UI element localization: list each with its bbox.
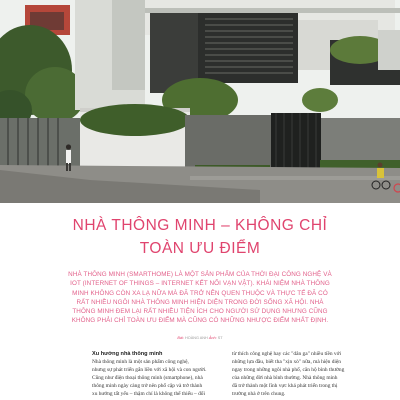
body-line: từ thích công nghệ hay các "dân ga" nhiều tiền với: [232, 351, 341, 357]
body-line: đã trở thành một lĩnh vực khá phát triển trong thị: [232, 383, 338, 389]
byline-author: HOÀNG ANH: [185, 336, 208, 340]
lead-line: THÔNG MINH ĐEM LẠI RẤT NHIỀU TIỆN ÍCH CHO NGƯỜI SỬ DỤNG NHƯNG CŨNG: [72, 308, 328, 316]
body-line: nhưng sự phát triển gắn liền với xã hội và con người.: [92, 367, 207, 373]
lead-line: MINH KHÔNG CÒN XA LẠ NỮA MÀ ĐÃ TRỞ NÊN QUEN THUỘC VÀ THỰC TẾ ĐÃ CÓ: [72, 289, 328, 297]
lead-line: RẤT NHIỀU NGÔI NHÀ THÔNG MINH HIỆN DIỆN TRONG ĐỜI SỐNG XÃ HỘI. NHÀ: [76, 298, 324, 306]
article-title: [20, 214, 380, 260]
title-line: TOÀN ƯU ĐIỂM: [139, 240, 261, 257]
byline: [0, 336, 400, 341]
byline-prefix: Bài:: [177, 336, 184, 340]
body-line: xu hướng tất yếu – thậm chí là không thể thiếu – đối: [92, 391, 205, 397]
byline-photo-prefix: Ảnh:: [208, 336, 217, 340]
article-lead: [24, 270, 376, 326]
body-line: ngay trong những ngôi nhà phố, căn hộ bình thường: [232, 367, 345, 373]
byline-photo: ST: [217, 336, 223, 340]
body-column-2: [232, 350, 392, 398]
lead-line: KHÔNG PHẢI CHỈ TOÀN ƯU ĐIỂM MÀ CŨNG CÓ NHỮNG NHƯỢC ĐIỂM NHẤT ĐỊNH.: [71, 317, 329, 325]
lead-line: NHÀ THÔNG MINH (SMARTHOME) LÀ MỘT SẢN PHẨM CỦA THỜI ĐẠI CÔNG NGHỆ VÀ: [68, 271, 332, 278]
section-heading: Xu hướng nhà thông minh: [92, 351, 163, 357]
lead-line: IOT (INTERNET OF THINGS – INTERNET KẾT NỐI VẠN VẬT). KHÁI NIỆM NHÀ THÔNG: [70, 280, 330, 288]
body-line: Cũng như điện thoại thông minh (smartphone), nhà: [92, 375, 203, 381]
title-line: NHÀ THÔNG MINH – KHÔNG CHỈ: [72, 217, 328, 234]
body-line: của những đời nhà bình thường. Nhà thông minh: [232, 375, 338, 381]
body-line: những lựa đầu, biết tha "xịn xò" nữa, mà hiện diện: [232, 359, 341, 365]
body-line: trường nhà ở trên chung.: [232, 391, 286, 397]
body-line: thông minh ngày càng trở nên phổ cập và trở thành: [92, 383, 203, 389]
body-line: Nhà thông minh là một sản phẩm công nghệ,: [92, 359, 189, 365]
body-column-1: [92, 350, 252, 398]
